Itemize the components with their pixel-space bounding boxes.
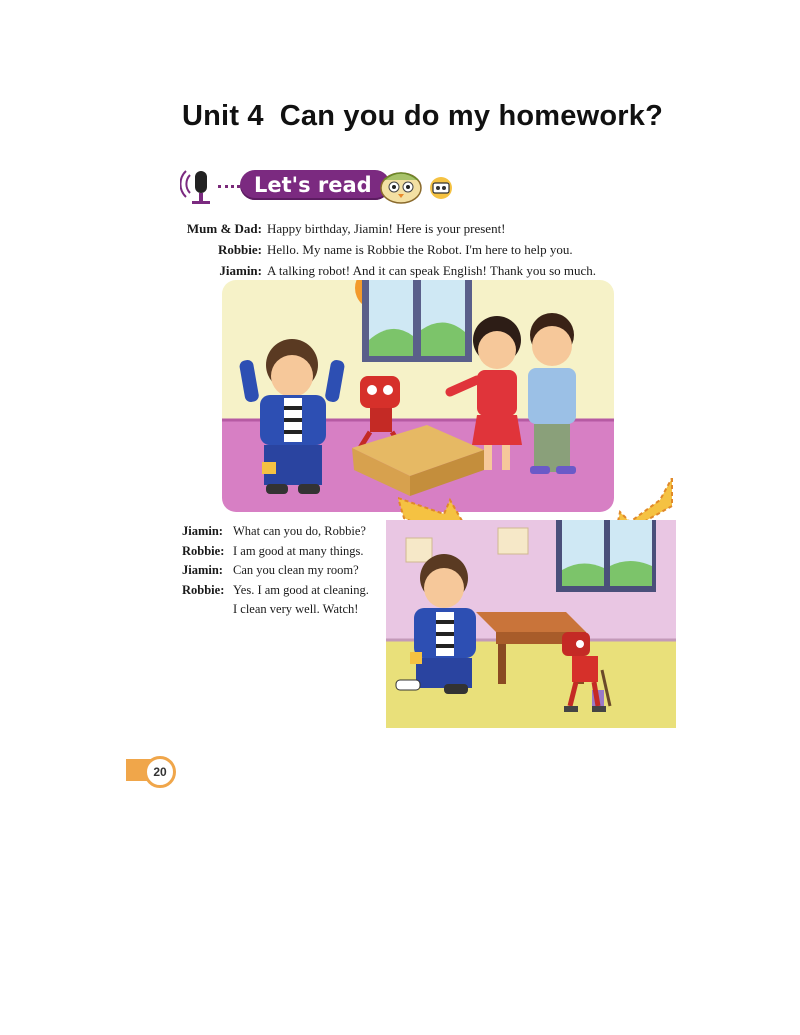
dialog-text: I am good at many things. bbox=[233, 543, 364, 558]
owl-mascot-icon bbox=[376, 164, 426, 206]
dotted-connector bbox=[218, 185, 240, 188]
dialog-line bbox=[182, 561, 369, 581]
dialog-line bbox=[182, 581, 369, 601]
speaker-label: Robbie: bbox=[182, 543, 225, 558]
illustration-robot-cleaning bbox=[386, 520, 676, 728]
dialog-text: Can you clean my room? bbox=[233, 563, 359, 577]
microphone-icon bbox=[180, 163, 220, 209]
dialog-line bbox=[182, 542, 369, 562]
speaker-label: Jiamin: bbox=[219, 263, 262, 278]
dialog-block-2 bbox=[182, 522, 369, 620]
audio-cassette-icon bbox=[428, 177, 454, 199]
illustration-birthday-present bbox=[222, 280, 614, 512]
dialog-text: Happy birthday, Jiamin! Here is your present! bbox=[267, 221, 506, 236]
dialog-line bbox=[182, 239, 596, 260]
section-header-lets-read bbox=[180, 160, 470, 210]
section-label: Let's read bbox=[240, 170, 390, 200]
dialog-block-1 bbox=[182, 218, 596, 281]
page-number-badge bbox=[126, 756, 186, 786]
dialog-line bbox=[182, 218, 596, 239]
dialog-text: What can you do, Robbie? bbox=[233, 524, 366, 538]
page-title bbox=[182, 100, 663, 133]
speaker-label: Jiamin: bbox=[182, 563, 223, 577]
title-question: Can you do my homework? bbox=[279, 100, 664, 132]
dialog-line bbox=[182, 522, 369, 542]
dialog-text: A talking robot! And it can speak English! Thank you so much. bbox=[267, 263, 597, 278]
speaker-label: Jiamin: bbox=[182, 524, 223, 538]
page-number: 20 bbox=[144, 756, 176, 788]
dialog-text: Yes. I am good at cleaning. bbox=[233, 582, 369, 597]
dialog-line bbox=[182, 600, 369, 620]
dialog-text: I clean very well. Watch! bbox=[233, 602, 359, 616]
speaker-label: Robbie: bbox=[217, 242, 262, 257]
dialog-line bbox=[182, 260, 596, 281]
dialog-text: Hello. My name is Robbie the Robot. I'm here to help you. bbox=[267, 242, 573, 257]
speaker-label: Mum & Dad: bbox=[186, 221, 262, 236]
title-unit: Unit 4 bbox=[182, 100, 264, 132]
speaker-label: Robbie: bbox=[182, 582, 225, 597]
